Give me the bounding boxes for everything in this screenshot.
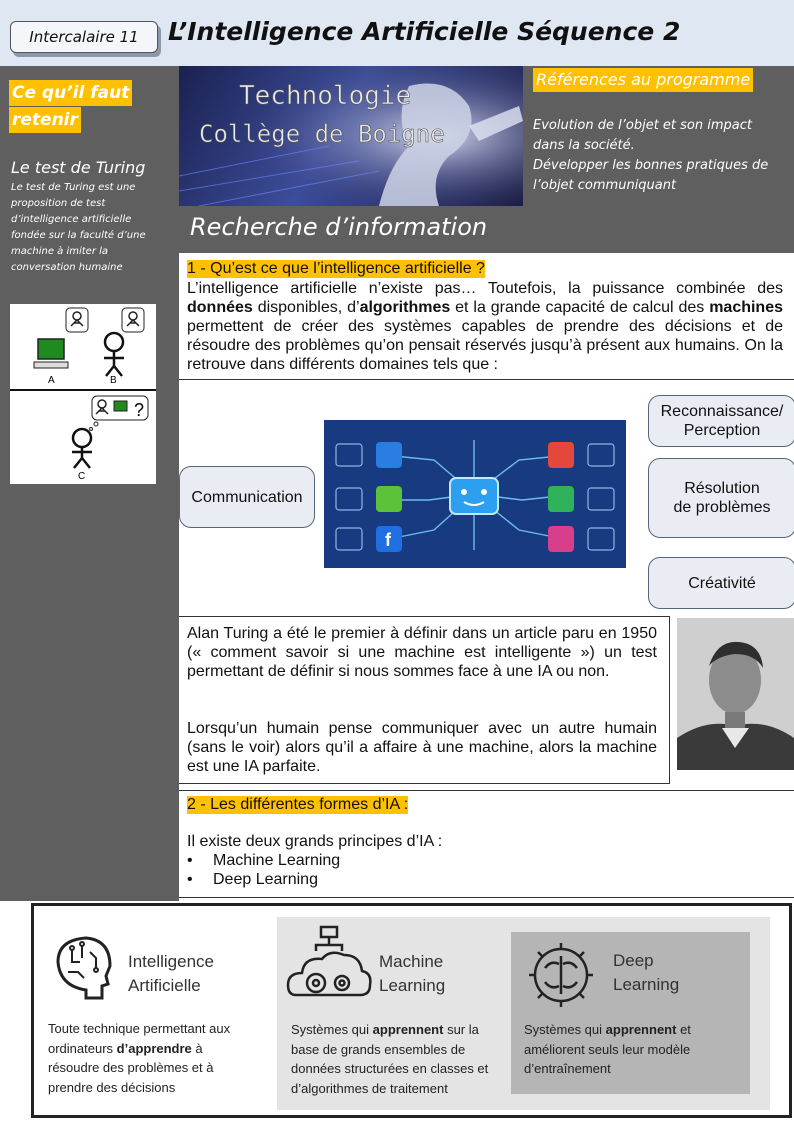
turing-paragraph-2: Lorsqu’un humain pense communiquer avec un autre humain (sans le voir) alors qu’il a affaire à une machine, alors la machine est une IA parfaite. — [187, 720, 657, 775]
section-1-text: L’intelligence artificielle n’existe pas… Toutefois, la puissance combinée des données disponibles, d’algorithmes et la grande capacité de calcul des machines permettent de créer des systèmes capables de prendre des décisions et de résoudre des problèmes qu’on pensait réservés jusqu’à présent aux humains. On la retrouve dans différents domaines tels que : — [187, 280, 783, 373]
banner-text-technologie: Technologie — [239, 81, 412, 111]
domain-label: Reconnaissance/ — [660, 403, 784, 420]
diagram-label-b: B — [110, 375, 117, 386]
turing-test-heading: Le test de Turing — [11, 158, 146, 177]
person-icon — [72, 429, 92, 468]
domain-label: de problèmes — [673, 499, 771, 516]
turing-paragraph-1: Alan Turing a été le premier à définir dans un article paru en 1950 (« comment savoir si une machine est intelligente ») un test permettant de définir si nous sommes face à une IA ou non. — [187, 625, 657, 680]
robot-face-icon — [450, 478, 498, 514]
domain-reconnaissance — [648, 395, 794, 447]
brain-gear-icon — [521, 940, 601, 1015]
computer-icon — [34, 339, 68, 368]
domain-label: Perception — [683, 422, 761, 439]
list-item: • Deep Learning — [187, 871, 318, 888]
retenir-label-line2: retenir — [9, 107, 81, 133]
page-title: L’Intelligence Artificielle Séquence 2 — [168, 17, 681, 46]
robot-illustration — [179, 66, 523, 206]
recherche-title: Recherche d’information — [190, 213, 488, 241]
references-text — [533, 116, 783, 196]
ml-card-text: Systèmes qui apprennent sur la base de grands ensembles de données structurées en classes et d’algorithmes de traitement — [291, 1022, 489, 1096]
dl-card-text: Systèmes qui apprennent et améliorent seuls leur modèle d’entraînement — [524, 1022, 691, 1076]
retenir-label-line1: Ce qu’il faut — [9, 80, 132, 106]
svg-text:f: f — [385, 530, 391, 550]
alan-turing-photo — [677, 618, 794, 770]
chat-icon — [376, 486, 402, 512]
ai-robot-image — [179, 66, 523, 206]
ai-network-image — [324, 420, 626, 568]
person-icon — [104, 333, 124, 376]
reference-line: Evolution de l’objet et son impact dans la société. — [533, 118, 752, 153]
turing-test-diagram — [10, 304, 156, 484]
list-item: • Machine Learning — [187, 852, 341, 869]
section-1-heading: 1 - Qu’est ce que l’intelligence artificielle ? — [187, 260, 485, 277]
reference-line: Développer les bonnes pratiques de l’objet communiquant — [533, 158, 769, 193]
turing-diagram-svg — [10, 304, 156, 484]
section-2-heading: 2 - Les différentes formes d’IA : — [187, 796, 409, 813]
references-title: Références au programme — [533, 68, 753, 92]
instagram-icon — [548, 526, 574, 552]
diagram-question: ? — [134, 400, 145, 420]
domain-label: Créativité — [688, 574, 756, 592]
ml-card-title-1: Machine — [379, 952, 444, 971]
ia-card-title-2: Artificielle — [128, 976, 201, 995]
gears-cloud-icon — [286, 925, 372, 1014]
diagram-label-c: C — [78, 471, 86, 482]
section-2-intro: Il existe deux grands principes d’IA : — [187, 833, 443, 850]
turing-test-description: Le test de Turing est une proposition de test d’intelligence artificielle fondée sur la faculté d’une machine à imiter la conversation humaine — [11, 182, 146, 273]
domain-label: Résolution — [684, 480, 760, 497]
ia-card-title-1: Intelligence — [128, 952, 215, 971]
domain-label: Communication — [191, 488, 303, 506]
domain-communication — [179, 466, 315, 528]
ia-card-text: Toute technique permettant aux ordinateurs d’apprendre à résoudre des problèmes et à prendre des décisions — [48, 1021, 231, 1095]
ai-network-svg — [324, 420, 626, 568]
domain-creativite — [648, 557, 794, 609]
ml-card-title-2: Learning — [379, 976, 446, 995]
location-icon — [548, 486, 574, 512]
dl-card-title-1: Deep — [613, 951, 654, 970]
diagram-label-a: A — [48, 375, 55, 386]
domain-resolution — [648, 458, 794, 538]
section-tag: Intercalaire 11 — [10, 21, 158, 53]
portrait-svg — [677, 618, 794, 770]
dl-card-title-2: Learning — [613, 975, 680, 994]
brain-head-icon — [46, 932, 118, 1009]
banner-text-college: Collège de Boigne — [199, 120, 445, 148]
person-recognition-icon — [548, 442, 574, 468]
translate-icon — [376, 442, 402, 468]
